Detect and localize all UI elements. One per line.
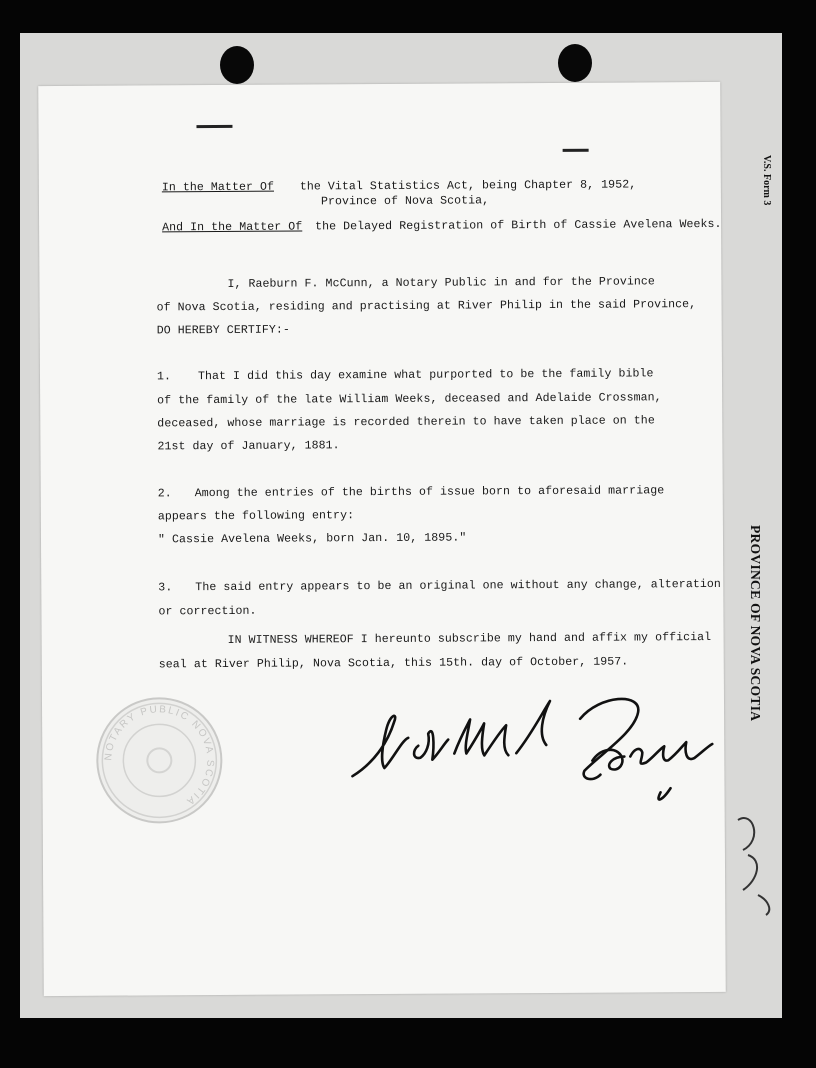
- notary-seal-icon: [94, 695, 225, 826]
- item-line: deceased, whose marriage is recorded therein to have taken place on the: [157, 414, 655, 431]
- svg-text:NOTARY PUBLIC NOVA SCOTIA: NOTARY PUBLIC NOVA SCOTIA: [103, 704, 216, 808]
- caption-label: In the Matter Of: [161, 180, 275, 195]
- item-line: That I did this day examine what purported to be the family bible: [197, 367, 654, 384]
- form-number-label: V.S. Form 3: [761, 154, 772, 206]
- province-label: PROVINCE OF NOVA SCOTIA: [748, 524, 763, 722]
- item-line: 21st day of January, 1881.: [157, 439, 340, 454]
- item-number: 2.: [157, 487, 172, 501]
- punch-hole-icon: [558, 44, 592, 82]
- item-number: 1.: [156, 370, 172, 384]
- top-mark: [196, 125, 232, 128]
- intro-line: of Nova Scotia, residing and practising at River Philip in the said Province,: [156, 298, 697, 315]
- punch-hole-icon: [220, 46, 254, 84]
- item-line: The said entry appears to be an original one without any change, alteration: [195, 577, 721, 595]
- margin-handwriting: [728, 800, 798, 920]
- item-line: of the family of the late William Weeks, deceased and Adelaide Crossman,: [157, 391, 662, 408]
- item-line: or correction.: [158, 604, 257, 619]
- top-mark: [563, 149, 589, 152]
- caption-text: the Delayed Registration of Birth of Cassie Avelena Weeks.: [315, 217, 722, 234]
- intro-line: DO HEREBY CERTIFY:-: [156, 323, 290, 338]
- caption-text: the Vital Statistics Act, being Chapter 8, 1952,: [299, 178, 637, 194]
- quoted-entry: " Cassie Avelena Weeks, born Jan. 10, 1895.": [157, 531, 467, 547]
- intro-line: I, Raeburn F. McCunn, a Notary Public in and for the Province: [227, 275, 655, 291]
- witness-line: seal at River Philip, Nova Scotia, this 15th. day of October, 1957.: [158, 655, 629, 672]
- signature-icon: [342, 692, 733, 814]
- item-line: Among the entries of the births of issue born to aforesaid marriage: [194, 484, 665, 501]
- item-number: 3.: [158, 581, 173, 595]
- caption-text: Province of Nova Scotia,: [320, 194, 490, 209]
- witness-line: IN WITNESS WHEREOF I hereunto subscribe my hand and affix my official: [227, 630, 712, 647]
- item-line: appears the following entry:: [157, 509, 355, 524]
- certificate-sheet: [38, 82, 726, 996]
- caption-label: And In the Matter Of: [162, 220, 303, 235]
